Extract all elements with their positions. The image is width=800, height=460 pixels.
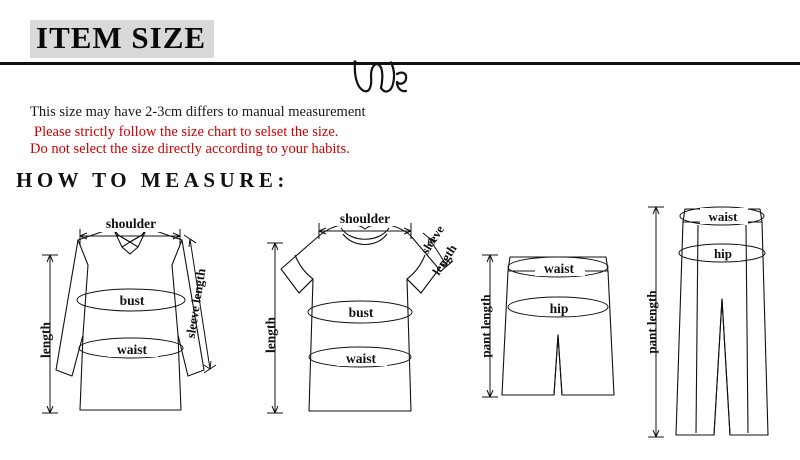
label-hip: hip [713, 246, 733, 261]
label-shoulder: shoulder [339, 211, 391, 226]
label-pant-length: pant length [644, 290, 659, 354]
figure-shorts [478, 195, 638, 445]
measurement-diagrams [0, 195, 800, 450]
label-shoulder: shoulder [105, 216, 157, 231]
label-length: length [38, 321, 53, 359]
label-bust: bust [119, 293, 145, 308]
figure-pants [640, 195, 795, 445]
brand-monogram-icon [345, 58, 415, 100]
size-habit-warning-note: Do not select the size directly according to your habits. [30, 141, 350, 157]
label-waist: waist [117, 342, 147, 357]
measurement-tolerance-note: This size may have 2-3cm differs to manual measurement [30, 104, 366, 120]
label-pant-length: pant length [478, 294, 493, 358]
label-hip: hip [549, 301, 569, 316]
label-waist: waist [544, 261, 574, 276]
label-length: length [263, 316, 278, 354]
figure-short-sleeve-tshirt [255, 195, 470, 445]
label-sleeve-length-line1: sleeve [418, 222, 448, 257]
label-sleeve-length: sleeve length [182, 267, 209, 340]
size-chart-warning-note: Please strictly follow the size chart to selset the size. [34, 124, 339, 140]
label-bust: bust [348, 305, 374, 320]
page-title: ITEM SIZE [30, 20, 214, 58]
label-waist: waist [346, 351, 376, 366]
label-sleeve-length-line2: length [429, 242, 460, 278]
how-to-measure-heading: HOW TO MEASURE: [16, 168, 289, 192]
label-waist: waist [708, 209, 738, 224]
figure-long-sleeve-shirt [18, 195, 248, 445]
